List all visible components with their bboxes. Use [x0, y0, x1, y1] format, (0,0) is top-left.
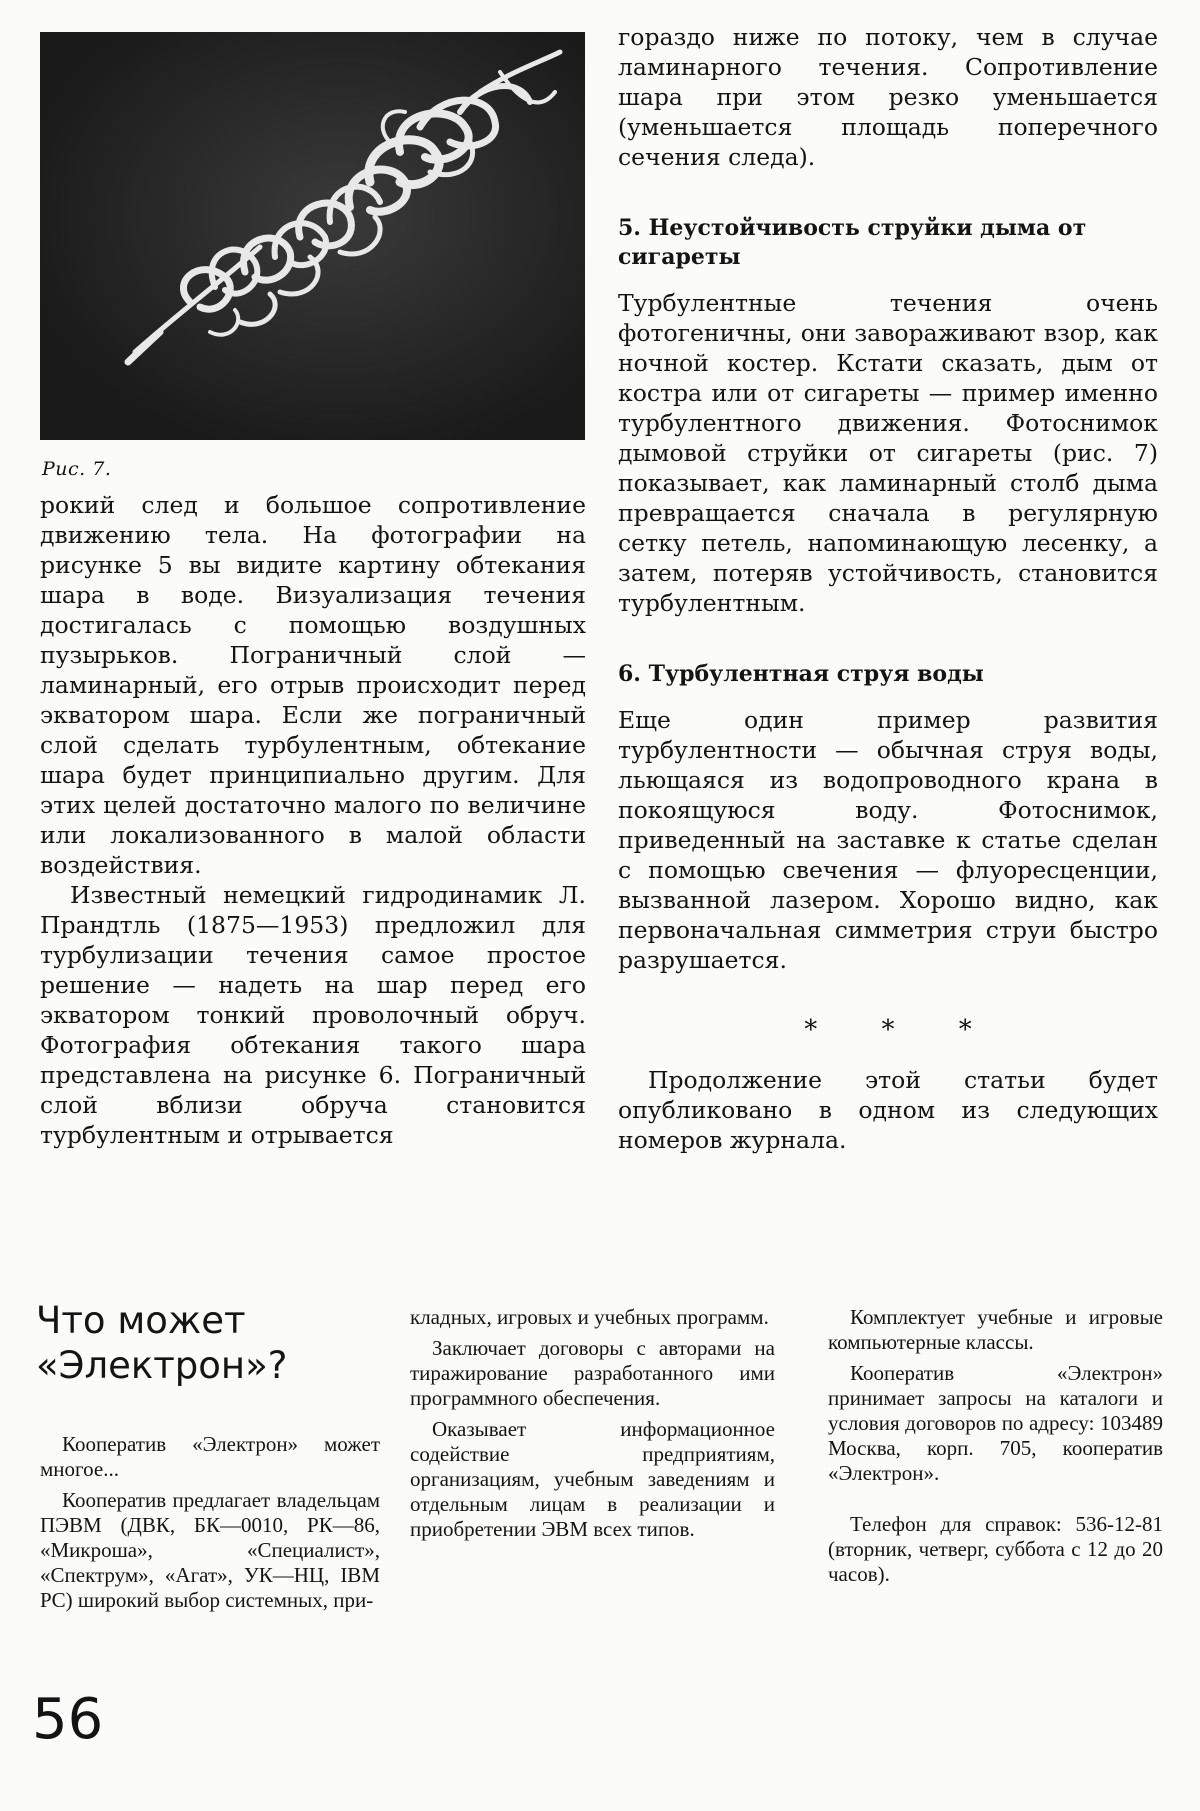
section-separator: * * * [804, 1015, 1000, 1045]
smoke-plume-image [40, 32, 585, 440]
advert-paragraph: Кооператив «Электрон» может многое... [40, 1432, 380, 1481]
section-6-heading: 6. Турбулентная струя воды [618, 661, 984, 687]
section-5-heading: 5. Неустойчивость струйки дыма от сигареты [618, 215, 1087, 270]
advert-title: Что может «Электрон»? [36, 1299, 288, 1387]
advert-column-3 [828, 1305, 1163, 1587]
advert-contact-phone: Телефон для справок: 536-12-81 (вторник, четверг, суббота с 12 до 20 часов). [828, 1512, 1163, 1586]
advert-paragraph: кладных, игровых и учебных программ. [410, 1305, 769, 1329]
advert-paragraph: Кооператив «Электрон» принимает запросы на каталоги и условия договоров по адресу: 103489 Москва, корп. 705, кооператив «Электрон». [828, 1361, 1163, 1485]
advert-paragraph: Комплектует учебные и игровые компьютерные классы. [828, 1305, 1163, 1354]
paragraph-intro: гораздо ниже по потоку, чем в случае ламинарного течения. Сопротивление шара при этом резко уменьшается (уменьшается площадь поперечного сечения следа). [618, 23, 1158, 171]
advert-paragraph: Заключает договоры с авторами на тиражирование разработанного ими программного обеспечения. [410, 1336, 775, 1410]
figure-7-photo [40, 32, 585, 440]
paragraph: рокий след и большое сопротивление движению тела. На фотографии на рисунке 5 вы видите картину обтекания шара в воде. Визуализация течения достигалась с помощью воздушных пузырьков. Пограничный слой — ламинарный, его отрыв происходит перед экватором шара. Если же пограничный слой сделать турбулентным, обтекание шара будет принципиально другим. Для этих целей достаточно малого по величине или локализованного в малой области воздействия. [40, 491, 586, 879]
figure-caption: Рис. 7. [42, 458, 112, 480]
article-right-column [618, 22, 1158, 1155]
section-6-text: Еще один пример развития турбулентности — обычная струя воды, льющаяся из водопроводного крана в покоящуюся воду. Фотоснимок, приведенный на заставке к статье сделан с помощью свечения — флуоресценции, вызванной лазером. Хорошо видно, как первоначальная симметрия струи быстро разрушается. [618, 706, 1158, 974]
advert-paragraph: Кооператив предлагает владельцам ПЭВМ (ДВК, БК—0010, РК—86, «Микроша», «Специалист», «Спектрум», «Агат», УК—НЦ, IBM PC) широкий выбор системных, при- [40, 1488, 380, 1612]
paragraph: Известный немецкий гидродинамик Л. Прандтль (1875—1953) предложил для турбулизации течения самое простое решение — надеть на шар перед его экватором тонкий проволочный обруч. Фотография обтекания такого шара представлена на рисунке 6. Пограничный слой вблизи обруча становится турбулентным и отрывается [40, 881, 586, 1149]
section-5-text: Турбулентные течения очень фотогеничны, они завораживают взор, как ночной костер. Кстати сказать, дым от костра или от сигареты — пример именно турбулентного движения. Фотоснимок дымовой струйки от сигареты (рис. 7) показывает, как ламинарный столб дыма превращается сначала в регулярную сетку петель, напоминающую лесенку, а затем, потеряв устойчивость, становится турбулентным. [618, 289, 1158, 617]
advert-column-2 [410, 1305, 775, 1542]
advert-paragraph: Оказывает информационное содействие предприятиям, организациям, учебным заведениям и отдельным лицам в реализации и приобретении ЭВМ всех типов. [410, 1417, 775, 1541]
page-number: 56 [32, 1687, 104, 1752]
advert-column-1 [40, 1432, 380, 1613]
article-left-column [40, 490, 586, 1150]
closing-note: Продолжение этой статьи будет опубликовано в одном из следующих номеров журнала. [618, 1066, 1158, 1154]
